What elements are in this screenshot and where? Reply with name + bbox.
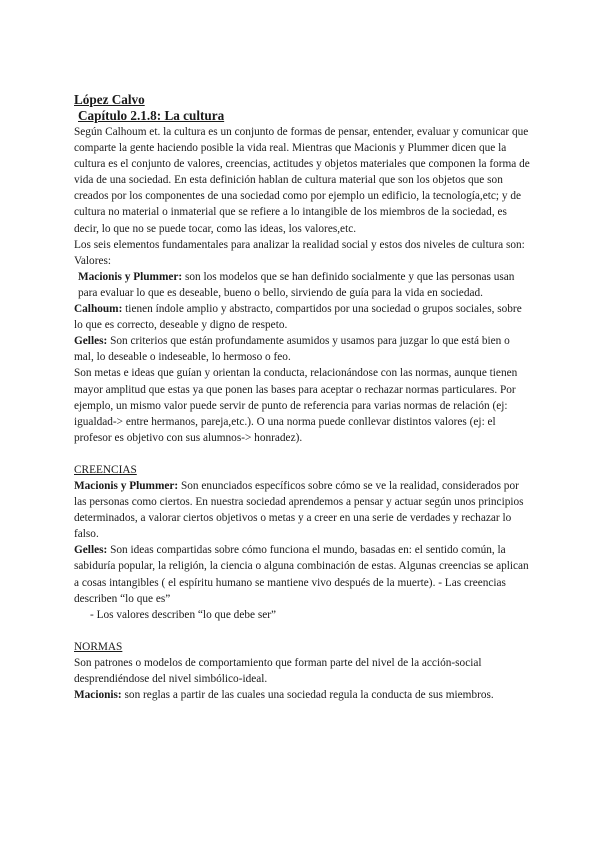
intro-paragraph-2: Los seis elementos fundamentales para analizar la realidad social y estos dos niveles de cultura son: <box>74 238 525 251</box>
valores-calhoum-author: Calhoum: <box>74 303 123 316</box>
normas-macionis-text: son reglas a partir de las cuales una sociedad regula la conducta de sus miembros. <box>121 689 494 702</box>
intro-paragraph-1: Según Calhoum et. la cultura es un conjunto de formas de pensar, entender, evaluar y comunicar que comparte la gente haciendo posible la vida real. Mientras que Macionis y Plummer dicen que la cultura es el conjunto de valores, creencias, actitudes y objetos materiales que componen la forma de vida de una sociedad. En esta definición hablan de cultura material que son los objetos que son creados por los componentes de una sociedad como por ejemplo un edificio, la tecnología,etc; y de cultura no material o inmaterial que se refiere a lo intangible de los miembros de la sociedad, es decir, lo que no se puede tocar, como las ideas, los valores,etc. <box>74 126 530 235</box>
creencias-gelles-author: Gelles: <box>74 544 108 557</box>
valores-heading: Valores: <box>74 254 112 267</box>
creencias-macionis-author: Macionis y Plummer: <box>74 479 179 492</box>
normas-paragraph: Son patrones o modelos de comportamiento que forman parte del nivel de la acción-social desprendiéndose del nivel simbólico-ideal. <box>74 656 482 685</box>
creencias-heading: CREENCIAS <box>74 463 137 476</box>
valores-gelles-text: Son criterios que están profundamente asumidos y usamos para juzgar lo que está bien o mal, lo deseable o indeseable, lo hermoso o feo. <box>74 335 510 364</box>
normas-macionis-paragraph <box>74 687 530 703</box>
valores-gelles-paragraph <box>74 333 530 365</box>
valores-gelles-author: Gelles: <box>74 335 108 348</box>
valores-calhoum-paragraph <box>74 301 530 333</box>
creencias-dash-item: - Los valores describen “lo que debe ser” <box>90 608 277 621</box>
author-heading: López Calvo <box>74 92 145 107</box>
valores-macionis-author: Macionis y Plummer: <box>78 270 183 283</box>
valores-macionis-paragraph <box>74 269 530 301</box>
valores-calhoum-text: tienen índole amplio y abstracto, compartidos por una sociedad o grupos sociales, sobre lo que es correcto, deseable y digno de respeto. <box>74 303 522 332</box>
creencias-macionis-paragraph <box>74 478 530 542</box>
normas-macionis-author: Macionis: <box>74 689 122 702</box>
valores-macionis-text: son los modelos que se han definido socialmente y que las personas usan para evaluar lo que es deseable, bueno o bello, sirviendo de guía para la vida en sociedad. <box>78 270 515 299</box>
spacer <box>74 446 530 462</box>
creencias-gelles-text: Son ideas compartidas sobre cómo funciona el mundo, basadas en: el sentido común, la sabiduría popular, la religión, la ciencia o alguna combinación de estas. Algunas creencias se aplican a cosas intangibles ( el espíritu humano se mantiene vivo después de la muerte). - Las creencias describen “lo que es” <box>74 544 529 605</box>
creencias-gelles-paragraph <box>74 542 530 606</box>
normas-heading: NORMAS <box>74 640 123 653</box>
chapter-heading: Capítulo 2.1.8: La cultura <box>78 108 225 123</box>
valores-metas-paragraph: Son metas e ideas que guían y orientan la conducta, relacionándose con las normas, aunque tienen mayor amplitud que estas ya que ponen las bases para aceptar o rechazar normas particulares. Por ejemplo, un mismo valor puede servir de punto de referencia para varias normas de relación (ej: igualdad-> entre hermanos, pareja,etc.). O una norma puede conllevar distintos valores (ej: el profesor es objetivo con sus alumnos-> honradez). <box>74 367 518 444</box>
spacer <box>74 623 530 639</box>
creencias-macionis-text: Son enunciados específicos sobre cómo se ve la realidad, considerados por las personas como ciertos. En nuestra sociedad aprendemos a pensar y actuar según unos principios determinados, a valorar ciertos objetivos o metas y a creer en una serie de verdades y rechazar lo falso. <box>74 479 524 541</box>
document-content <box>74 92 530 703</box>
